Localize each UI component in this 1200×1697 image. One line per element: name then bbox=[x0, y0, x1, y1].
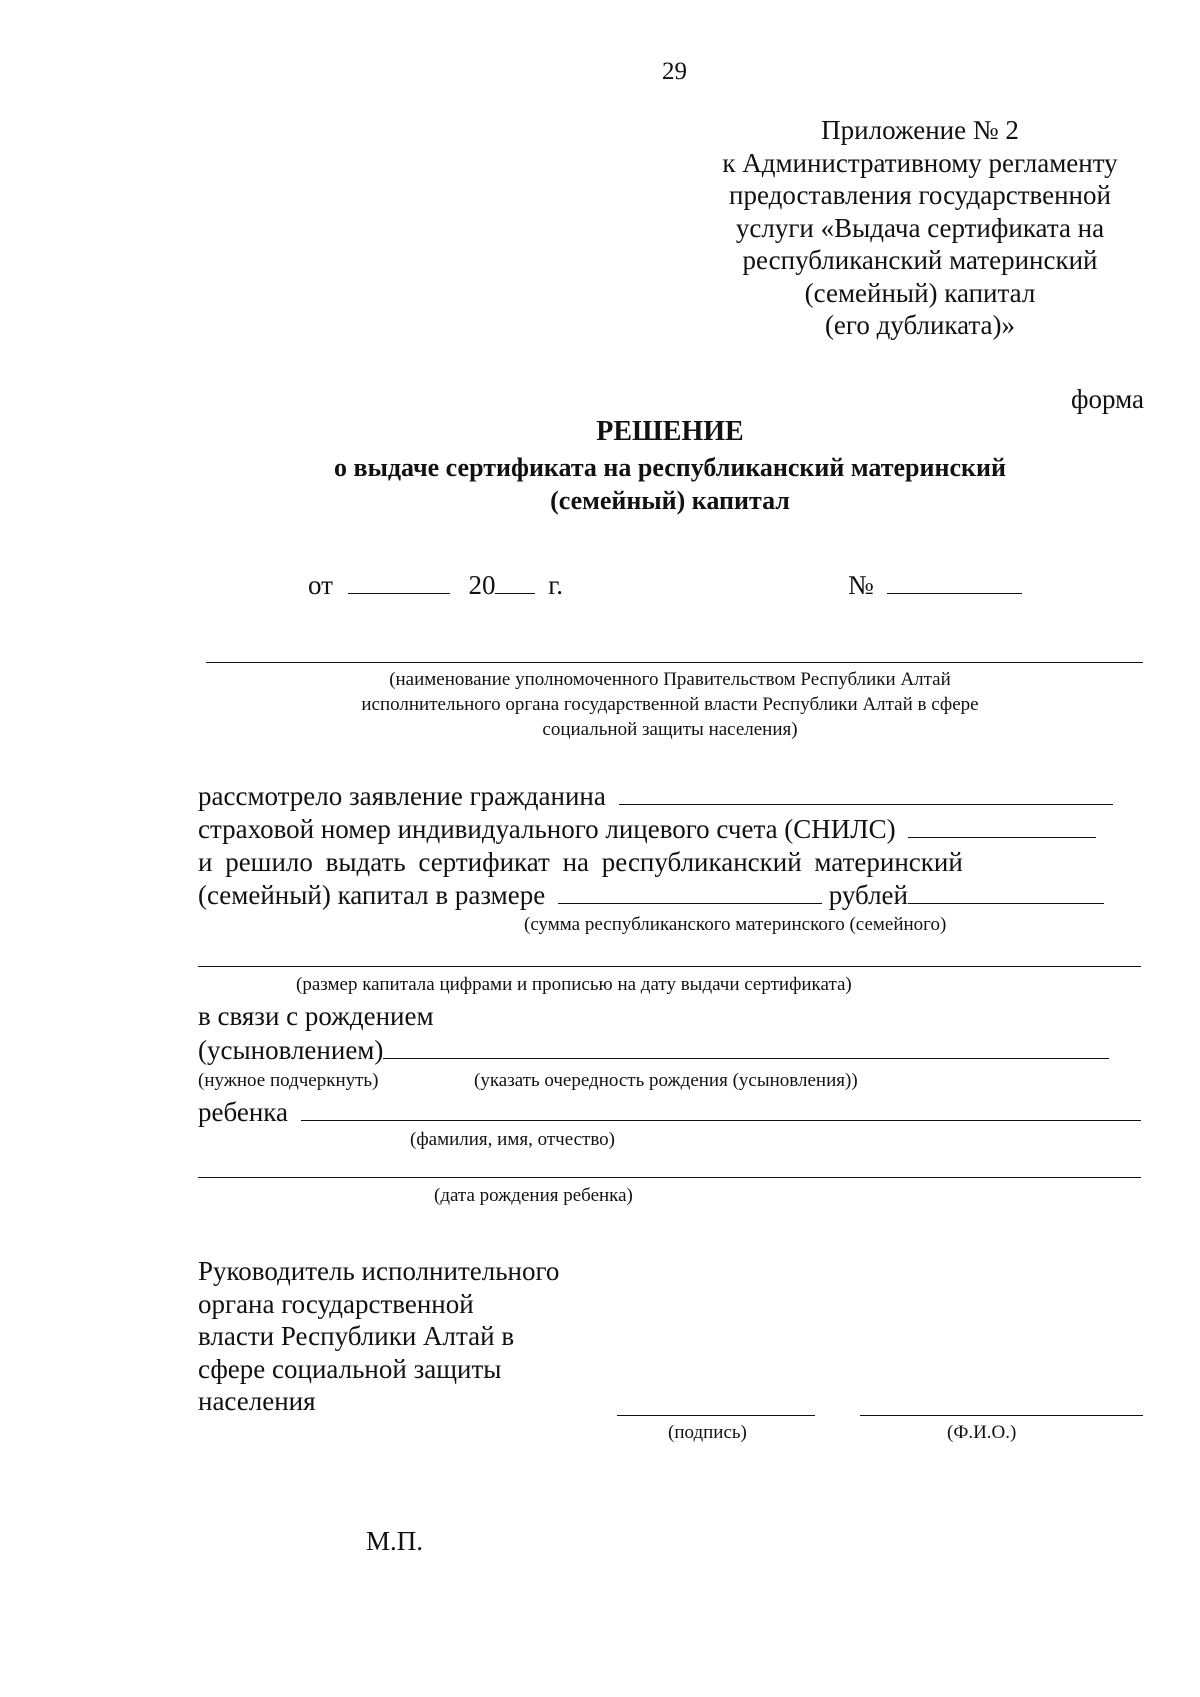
body-line7-text: ребенка bbox=[198, 1097, 288, 1127]
appendix-line: Приложение № 2 bbox=[821, 115, 1019, 145]
document-subtitle-line1: о выдаче сертификата на республиканский материнский bbox=[334, 453, 1006, 482]
caption-underline: (нужное подчеркнуть) bbox=[198, 1070, 379, 1091]
appendix-block bbox=[700, 114, 1140, 342]
appendix-line: (его дубликата)» bbox=[824, 310, 1016, 340]
rubles-label: рублей bbox=[828, 880, 908, 910]
body-line6 bbox=[198, 1034, 1109, 1066]
snils-blank bbox=[908, 815, 1096, 838]
document-title: РЕШЕНИЕ bbox=[596, 416, 744, 447]
appendix-line: (семейный) капитал bbox=[804, 277, 1036, 308]
date-number-line bbox=[308, 569, 563, 601]
signatory-line: власти Республики Алтай в bbox=[198, 1321, 515, 1351]
signatory-block bbox=[198, 1255, 559, 1418]
fio-line bbox=[860, 1415, 1143, 1416]
year-blank bbox=[495, 571, 535, 594]
body-line4 bbox=[198, 879, 1104, 911]
number-field bbox=[848, 569, 1022, 601]
body-line2 bbox=[198, 813, 1096, 845]
citizen-blank bbox=[619, 782, 1113, 805]
signatory-line: сфере социальной защиты bbox=[198, 1353, 502, 1384]
date-from-label: от bbox=[308, 570, 333, 600]
date-blank bbox=[348, 571, 450, 594]
page-number: 29 bbox=[662, 58, 687, 85]
caption-fio: (Ф.И.О.) bbox=[947, 1422, 1017, 1443]
birth-date-line bbox=[198, 1177, 1141, 1178]
adoption-blank bbox=[383, 1036, 1109, 1059]
signatory-line: органа государственной bbox=[198, 1288, 474, 1319]
form-label: форма bbox=[1071, 384, 1144, 414]
body-line4-text: (семейный) капитал в размере bbox=[198, 880, 546, 910]
body-line1 bbox=[198, 780, 1113, 812]
child-name-blank bbox=[301, 1098, 1141, 1121]
authority-caption-line3: социальной защиты населения) bbox=[542, 719, 798, 740]
signatory-line: населения bbox=[198, 1386, 316, 1416]
body-line6-text: (усыновлением) bbox=[198, 1035, 384, 1065]
caption-size: (размер капитала цифрами и прописью на дату выдачи сертификата) bbox=[296, 974, 852, 995]
caption-order: (указать очередность рождения (усыновления)) bbox=[474, 1070, 858, 1091]
body-line1-text: рассмотрело заявление гражданина bbox=[198, 781, 606, 811]
year-prefix: 20 bbox=[468, 570, 496, 600]
signature-line bbox=[617, 1415, 815, 1416]
caption-name: (фамилия, имя, отчество) bbox=[410, 1129, 616, 1150]
authority-caption-line1: (наименование уполномоченного Правительством Республики Алтай bbox=[389, 669, 951, 690]
body-line5: в связи с рождением bbox=[198, 1001, 434, 1031]
caption-sum: (сумма республиканского материнского (семейного) bbox=[524, 914, 947, 935]
document-subtitle-line2: (семейный) капитал bbox=[550, 486, 790, 515]
stamp-place: М.П. bbox=[366, 1526, 424, 1556]
authority-caption-line2: исполнительного органа государственной власти Республики Алтай в сфере bbox=[361, 694, 979, 715]
appendix-line: услуги «Выдача сертификата на bbox=[735, 212, 1105, 243]
signatory-line: Руководитель исполнительного bbox=[198, 1256, 560, 1286]
body-line7 bbox=[198, 1096, 1141, 1128]
caption-birth: (дата рождения ребенка) bbox=[434, 1185, 633, 1206]
body-line3: и решило выдать сертификат на республиканский материнский bbox=[198, 847, 963, 877]
rubles-blank bbox=[908, 881, 1104, 904]
caption-sign: (подпись) bbox=[668, 1422, 747, 1443]
amount-blank bbox=[558, 881, 822, 904]
number-sign: № bbox=[848, 570, 874, 600]
authority-line bbox=[206, 662, 1143, 663]
capital-size-line bbox=[198, 966, 1141, 967]
appendix-line: республиканский материнский bbox=[742, 245, 1098, 275]
number-blank bbox=[887, 571, 1022, 594]
body-line2-text: страховой номер индивидуального лицевого счета (СНИЛС) bbox=[198, 814, 896, 844]
year-suffix: г. bbox=[548, 570, 563, 600]
appendix-line: к Административному регламенту bbox=[722, 147, 1118, 178]
appendix-line: предоставления государственной bbox=[729, 180, 1111, 210]
